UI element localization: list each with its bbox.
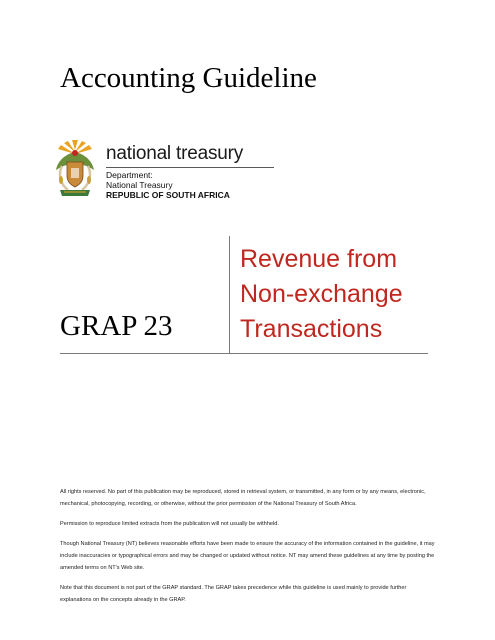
- national-treasury-logo: [52, 140, 312, 200]
- horizontal-divider: [60, 353, 428, 354]
- legal-paragraph-precedence: Note that this document is not part of the GRAP standard. The GRAP takes precedence while this guideline is used mainly to provide further explanations on the concepts already in the GRAP.: [60, 585, 407, 603]
- standard-name: GRAP 23: [60, 310, 173, 342]
- subject-line-3: Transactions: [240, 315, 383, 343]
- document-title: Accounting Guideline: [60, 62, 317, 94]
- subject-line-1: Revenue from: [240, 245, 398, 273]
- department-name: National Treasury: [106, 180, 173, 190]
- subject-title: [240, 242, 430, 347]
- legal-paragraph-rights: All rights reserved. No part of this publication may be reproduced, stored in retrieval system, or transmitted, in any form or by any means, electronic, mechanical, photocopying, recording, or otherwise, without the prior permission of the National Treasury of South Africa.: [60, 489, 426, 507]
- department-label: Department:: [106, 170, 153, 180]
- coat-of-arms-icon: [52, 140, 98, 198]
- subject-line-2: Non-exchange: [240, 280, 403, 308]
- vertical-divider: [229, 236, 230, 354]
- country-name: REPUBLIC OF SOUTH AFRICA: [106, 190, 230, 200]
- legal-paragraph-accuracy: Though National Treasury (NT) believes reasonable efforts have been made to ensure the accuracy of the information contained in the guideline, it may include inaccuracies or typographical errors and may be changed or updated without notice. NT may amend these guidelines at any time by posting the amended terms on NT's Web site.: [60, 541, 435, 571]
- logo-divider: [106, 167, 274, 168]
- logo-name: national treasury: [106, 143, 244, 164]
- legal-paragraph-permission: Permission to reproduce limited extracts from the publication will not usually be withheld.: [60, 521, 279, 527]
- legal-notice: [60, 486, 438, 614]
- logo-text: [106, 144, 312, 200]
